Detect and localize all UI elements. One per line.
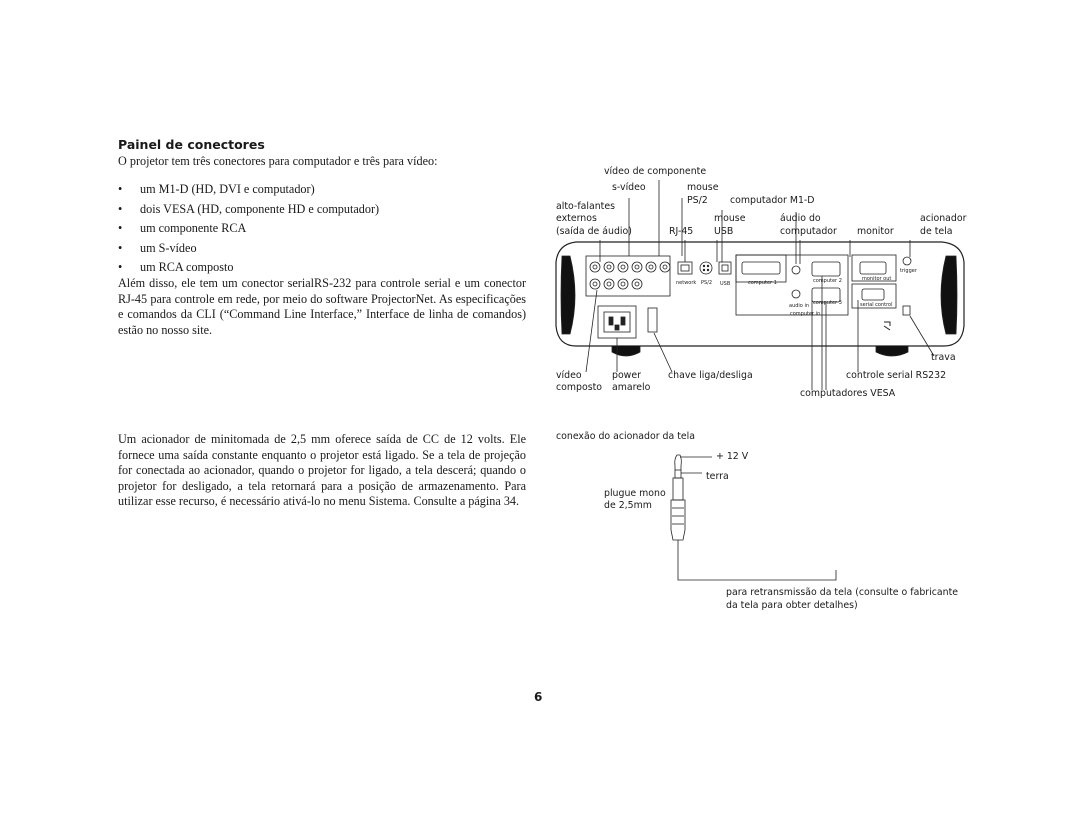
usb-port: [719, 262, 731, 274]
label-s-video: s-vídeo: [612, 182, 646, 193]
label-relay-1: para retransmissão da tela (consulte o fabricante: [726, 587, 959, 598]
label-plugue-1: plugue mono: [604, 488, 666, 499]
list-item-text: um componente RCA: [140, 221, 247, 235]
rca-connector: [590, 279, 600, 289]
panel-print-computer3: computer 3: [813, 300, 842, 306]
lock-slot: [903, 306, 910, 315]
label-plus12v: + 12 V: [716, 451, 749, 462]
label-mouse-ps2-1: mouse: [687, 182, 719, 193]
label-terra: terra: [706, 471, 729, 482]
panel-print-serial-control: serial control: [860, 302, 893, 308]
rca-connector: [646, 262, 656, 272]
label-alto-falantes-2: externos: [556, 213, 597, 224]
label-monitor: monitor: [857, 226, 894, 237]
power-switch: [648, 308, 657, 332]
video-connector-block: [586, 256, 670, 296]
vesa-port-2: [812, 262, 840, 276]
label-acionador-1: acionador: [920, 213, 967, 224]
list-item-text: um S-vídeo: [140, 240, 197, 255]
page-number: 6: [534, 690, 543, 704]
label-trava: trava: [931, 352, 956, 363]
label-computador-m1d: computador M1-D: [730, 195, 815, 206]
label-chave: chave liga/desliga: [668, 370, 753, 381]
label-mouse-usb-2: USB: [714, 226, 734, 237]
paragraph-serial-network: Além disso, ele tem um conector serialRS-232 para controle serial e um conector RJ-45 para controle em rede, por meio do software ProjectorNet. As especificações e comandos da CLI (“Command Line Interface,” Interface de linha de comandos) estão no nosso site.: [118, 276, 526, 337]
plug-title: conexão do acionador da tela: [556, 431, 696, 442]
label-mouse-ps2-2: PS/2: [687, 195, 708, 206]
ps2-port: [700, 262, 712, 274]
right-foot: [876, 346, 908, 356]
bullet-symbol: •: [118, 240, 123, 255]
label-mouse-usb-1: mouse: [714, 213, 746, 224]
list-item-text: um RCA composto: [140, 260, 234, 274]
trigger-jack: [903, 257, 911, 265]
section-heading: Painel de conectores: [118, 137, 265, 152]
audio-in-jack-2: [792, 290, 800, 298]
panel-print-audio-in: audio in: [789, 303, 810, 309]
label-rj45: RJ-45: [669, 226, 694, 237]
left-grip: [561, 256, 575, 334]
panel-print-ps2: PS/2: [701, 280, 713, 286]
label-alto-falantes-3: (saída de áudio): [556, 226, 632, 237]
label-audio-computador-1: áudio do: [780, 213, 821, 224]
audio-in-jack: [792, 266, 800, 274]
panel-print-computer1: computer 1: [748, 280, 777, 286]
panel-print-usb: USB: [720, 281, 731, 287]
label-audio-computador-2: computador: [780, 226, 837, 237]
label-power-2: amarelo: [612, 382, 651, 393]
label-controle-serial: controle serial RS232: [846, 370, 947, 381]
bullet-symbol: •: [118, 182, 123, 196]
panel-print-network: network: [676, 280, 697, 286]
label-alto-falantes-1: alto-falantes: [556, 201, 615, 212]
panel-print-computer-in: computer in: [790, 311, 821, 317]
label-acionador-2: de tela: [920, 226, 953, 237]
left-foot: [612, 346, 640, 356]
rca-connector: [590, 262, 600, 272]
rca-connector: [632, 279, 642, 289]
bullet-symbol: •: [118, 201, 123, 216]
label-video-componente: vídeo de componente: [604, 166, 707, 177]
paragraph-trigger: Um acionador de minitomada de 2,5 mm oferece saída de CC de 12 volts. Ele fornece uma saída constante enquanto o projetor está ligado. Se a tela de projeção for conectada ao acionador, quando o projetor for ligado, a tela descerá; quando o projetor for desligado, a tela retornará para a posição de armazenamento. Para utilizar esse recurso, é necessário ativá-lo no menu Sistema. Consulte a página 34.: [118, 432, 526, 509]
panel-print-monitor-out: monitor out: [862, 276, 892, 282]
list-item-text: um M1-D (HD, DVI e computador): [140, 182, 315, 196]
rca-connector: [604, 262, 614, 272]
rca-connector: [660, 262, 670, 272]
list-item-text: dois VESA (HD, componente HD e computador): [140, 201, 380, 216]
right-grip: [941, 256, 957, 334]
panel-print-trigger: trigger: [900, 268, 917, 274]
bullet-symbol: •: [118, 221, 123, 235]
bullet-symbol: •: [118, 260, 123, 274]
rca-connector: [632, 262, 642, 272]
rca-connector: [604, 279, 614, 289]
rca-connector: [618, 279, 628, 289]
label-plugue-2: de 2,5mm: [604, 500, 652, 511]
rj45-port: [678, 262, 692, 274]
panel-print-computer2: computer 2: [813, 278, 842, 284]
rca-connector: [618, 262, 628, 272]
label-video-composto-2: composto: [556, 382, 603, 393]
intro-text: O projetor tem três conectores para computador e três para vídeo:: [118, 154, 438, 168]
label-power-1: power: [612, 370, 641, 381]
label-relay-2: da tela para obter detalhes): [726, 600, 858, 611]
label-video-composto-1: vídeo: [556, 370, 582, 381]
label-computadores-vesa: computadores VESA: [800, 388, 896, 399]
